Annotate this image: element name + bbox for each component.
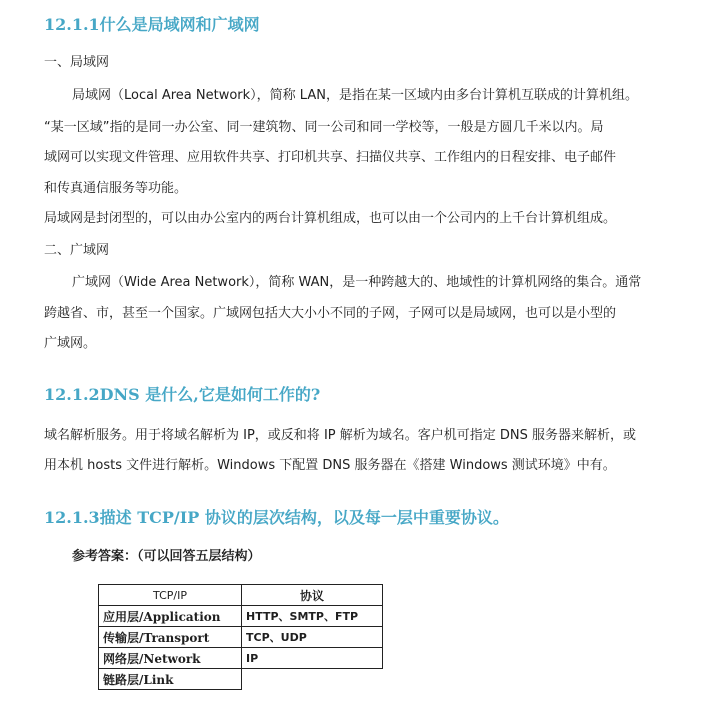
paragraph-line: 局域网是封闭型的，可以由办公室内的两台计算机组成，也可以由一个公司内的上千台计算机组成。	[44, 211, 617, 226]
paragraph-line: 局域网（Local Area Network），简称 LAN，是指在某一区域内由多台计算机互联成的计算机组。	[72, 88, 638, 103]
layer-cell: 链路层/Link	[99, 669, 242, 690]
layer-cell: 传输层/Transport	[99, 627, 242, 648]
tcpip-layer-table	[98, 584, 383, 690]
layer-cell: 应用层/Application	[99, 606, 242, 627]
section-heading-tcpip: 12.1.3描述 TCP/IP 协议的层次结构，以及每一层中重要协议。	[44, 508, 509, 527]
table-header-cell: TCP/IP	[99, 585, 242, 606]
layer-cell: 网络层/Network	[99, 648, 242, 669]
wan-subtitle: 二、广域网	[44, 243, 110, 258]
paragraph-line: 广域网。	[44, 336, 97, 351]
protocol-cell: IP	[242, 648, 383, 669]
protocol-cell: TCP、UDP	[242, 627, 383, 648]
table-header-cell: 协议	[242, 585, 383, 606]
paragraph-line: 和传真通信服务等功能。	[44, 181, 188, 196]
paragraph-line: 域网可以实现文件管理、应用软件共享、打印机共享、扫描仪共享、工作组内的日程安排、电子邮件	[44, 150, 617, 165]
paragraph-line: “某一区域”指的是同一办公室、同一建筑物、同一公司和同一学校等，一般是方圆几千米以内。局	[44, 120, 604, 135]
paragraph-line: 用本机 hosts 文件进行解析。Windows 下配置 DNS 服务器在《搭建 Windows 测试环境》中有。	[44, 458, 616, 473]
answer-label: 参考答案：（可以回答五层结构）	[72, 549, 261, 564]
protocol-cell: HTTP、SMTP、FTP	[242, 606, 383, 627]
table-row	[99, 648, 383, 669]
paragraph-line: 跨越省、市，甚至一个国家。广域网包括大大小小不同的子网，子网可以是局域网，也可以是小型的	[44, 306, 617, 321]
table-header-row	[99, 585, 383, 606]
paragraph-line: 域名解析服务。用于将域名解析为 IP，或反和将 IP 解析为域名。客户机可指定 DNS 服务器来解析，或	[44, 428, 636, 443]
section-heading-lan-wan: 12.1.1什么是局域网和广域网	[44, 15, 260, 34]
table-row	[99, 606, 383, 627]
table-row	[99, 627, 383, 648]
section-heading-dns: 12.1.2DNS 是什么,它是如何工作的?	[44, 385, 321, 404]
paragraph-line: 广域网（Wide Area Network），简称 WAN，是一种跨越大的、地域性的计算机网络的集合。通常	[72, 275, 642, 290]
protocol-cell	[242, 669, 383, 690]
table-row	[99, 669, 383, 690]
lan-subtitle: 一、局域网	[44, 55, 110, 70]
